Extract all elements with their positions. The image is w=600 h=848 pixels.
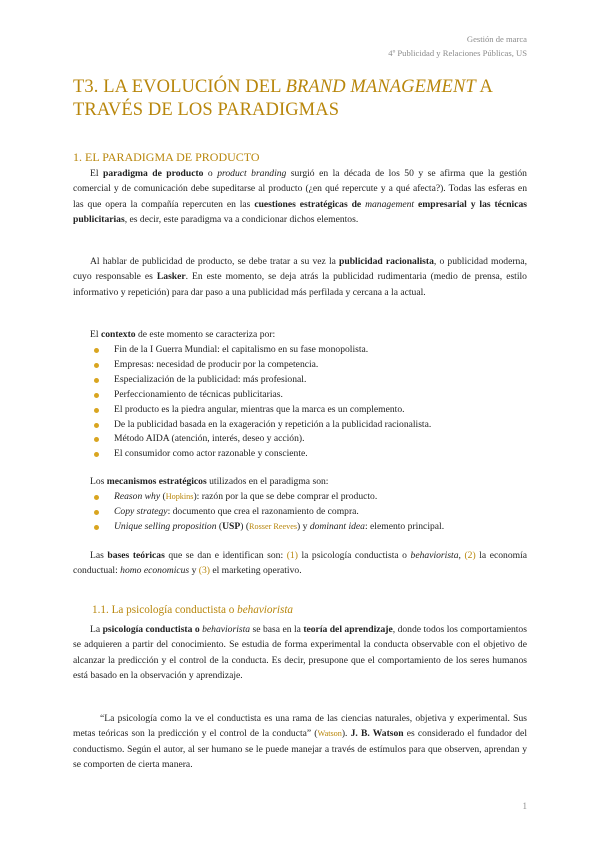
text: es considerado el fundador del conductismo. Según el autor, al ser humano se le puede manejar a través de estímulos para que observen, aprendan y se comporten de cierta manera. — [73, 728, 527, 771]
text: o — [203, 168, 218, 179]
italic-text: product branding — [217, 168, 287, 179]
text: . En este momento, se deja atrás la publicidad rudimentaria (medio de prensa, estilo informativo y repetición) para dar paso a una publicidad más perfilada y cercana a la actual. — [73, 271, 527, 298]
bold-text: paradigma de producto — [103, 168, 204, 179]
text: ). — [341, 728, 351, 740]
author-name: Watson — [317, 729, 342, 739]
paragraph — [73, 166, 527, 228]
paragraph — [73, 548, 527, 579]
list-item — [92, 432, 532, 447]
italic-text: Unique selling proposition — [114, 520, 217, 532]
list-item — [92, 358, 532, 373]
bullet-icon — [94, 408, 99, 413]
author-name: Rosser Reeves — [249, 521, 298, 531]
title-part: T3. LA EVOLUCIÓN DEL — [73, 77, 286, 97]
bullet-icon — [94, 423, 99, 428]
bold-text: empresarial y las técnicas publicitarias — [73, 198, 527, 226]
list-item-text: Especialización de la publicidad: más profesional. — [114, 373, 307, 385]
text: Al hablar de publicidad de producto, se debe tratar a su vez la — [90, 256, 340, 267]
bold-text: contexto — [100, 329, 136, 340]
bullet-icon — [94, 393, 99, 398]
text: y — [189, 565, 199, 577]
list-item-text: El producto es la piedra angular, mientras que la marca es un complemento. — [114, 403, 405, 415]
italic-text: behaviorista — [410, 550, 459, 561]
list-item — [92, 388, 532, 403]
bold-text: J. B. Watson — [350, 728, 404, 740]
text: El — [90, 329, 101, 340]
author-name: Hopkins — [165, 492, 194, 501]
text: el marketing operativo. — [209, 565, 302, 577]
paragraph — [73, 254, 527, 300]
italic-text: Reason why — [114, 491, 161, 502]
bold-text: bases teóricas — [107, 550, 165, 561]
text: de este momento se caracteriza por: — [135, 329, 276, 340]
enumeration-number: (3) — [198, 565, 210, 577]
bold-text: USP — [222, 520, 241, 532]
document-title — [73, 76, 543, 122]
text: , o publicidad moderna, cuyo responsable es — [73, 256, 528, 283]
list-item-text: Perfeccionamiento de técnicas publicitarias. — [114, 388, 283, 400]
enumeration-number: (2) — [464, 550, 476, 561]
bold-text: Lasker — [156, 271, 186, 283]
text: que se dan e identifican son: — [164, 550, 287, 561]
italic-text: behaviorista — [202, 624, 251, 635]
bullet-icon — [94, 452, 99, 457]
enumeration-number: (1) — [286, 550, 298, 561]
bullet-icon — [94, 348, 99, 353]
bold-text: publicidad racionalista — [339, 256, 434, 267]
running-header — [388, 33, 527, 60]
bold-text: psicología conductista o — [102, 624, 203, 635]
list-item-text: Método AIDA (atención, interés, deseo y acción). — [114, 433, 305, 445]
text: surgió en la década de los 50 y se afirma que la gestión comercial y de comunicación debe supeditarse al producto (¿en qué repercute y a qué afecta?). Todas las esferas en las que opera la compañía repercuten en las — [73, 168, 527, 210]
text: la economía conductual: — [73, 550, 528, 577]
text: ) ( — [240, 520, 250, 532]
list-item-text: El consumidor como actor razonable y consciente. — [114, 448, 308, 460]
list-item — [92, 343, 532, 358]
text: Las — [90, 550, 108, 561]
text: Los — [90, 476, 107, 487]
text: la psicología conductista o — [297, 550, 411, 561]
text: ( — [216, 520, 223, 532]
list-item-text: De la publicidad basada en la exageración y repetición a la publicidad racionalista. — [114, 418, 432, 430]
paragraph — [73, 327, 527, 342]
paragraph — [73, 474, 527, 489]
text: se basa en la — [250, 624, 304, 635]
text: 1.1. La psicología conductista o — [92, 604, 238, 616]
bold-text: mecanismos estratégicos — [106, 476, 207, 487]
italic-text: management — [365, 198, 415, 210]
section-heading: 1. EL PARADIGMA DE PRODUCTO — [73, 150, 260, 164]
bullet-icon — [94, 495, 99, 500]
bullet-icon — [94, 363, 99, 368]
text: El — [90, 168, 103, 179]
quote-paragraph — [73, 711, 527, 773]
list-item-text: Fin de la I Guerra Mundial: el capitalismo en su fase monopolista. — [114, 344, 369, 355]
list-item — [92, 403, 532, 418]
header-course: Gestión de marca — [466, 34, 527, 44]
list-item — [92, 447, 532, 462]
text: : documento que crea el razonamiento de compra. — [167, 505, 359, 517]
list-item — [92, 520, 532, 535]
context-list — [92, 343, 532, 462]
bullet-icon — [94, 525, 99, 530]
text: , donde todos los comportamientos se adquieren a partir del conocimiento. Se estudia de forma experimental la conducta observable con el objetivo de alcanzar la predicción y el control de la conducta. Es decir, presupone que el comportamiento de los seres humanos está basado en la observación y aprendizaje. — [73, 624, 527, 682]
bullet-icon — [94, 437, 99, 442]
italic-text: homo economicus — [120, 565, 190, 577]
subsection-heading — [92, 604, 293, 616]
bold-text: teoría del aprendizaje — [303, 624, 393, 635]
text: utilizados en el paradigma son: — [206, 476, 329, 487]
list-item — [92, 418, 532, 433]
text: , es decir, este paradigma va a condicionar dichos elementos. — [124, 214, 359, 226]
italic-text: Copy strategy — [114, 505, 168, 517]
bullet-icon — [94, 378, 99, 383]
title-part: A TRAVÉS DE LOS PARADIGMAS — [73, 77, 492, 120]
text: ): razón por la que se debe comprar el producto. — [193, 491, 378, 502]
header-degree: 4º Publicidad y Relaciones Públicas, US — [388, 47, 527, 58]
list-item — [92, 373, 532, 388]
bold-text: cuestiones estratégicas de — [254, 198, 366, 210]
list-item-text: Empresas: necesidad de producir por la competencia. — [114, 358, 319, 370]
text: La — [90, 624, 103, 635]
text: : elemento principal. — [364, 520, 445, 532]
italic-text: dominant idea — [309, 520, 365, 532]
mechanisms-list — [92, 490, 532, 535]
title-italic: BRAND MANAGEMENT — [285, 77, 476, 97]
bullet-icon — [94, 510, 99, 515]
list-item — [92, 505, 532, 520]
page-number: 1 — [522, 801, 527, 811]
text: “La psicología como la ve el conductista es una rama de las ciencias naturales, objetiva y experimental. Sus metas teóricas son la predicción y el control de la conducta” ( — [73, 713, 527, 740]
text: ( — [160, 491, 166, 502]
paragraph — [73, 622, 527, 684]
italic-text: behaviorista — [237, 604, 294, 616]
list-item — [92, 490, 532, 505]
text: , — [458, 550, 465, 561]
text: ) y — [297, 520, 310, 532]
